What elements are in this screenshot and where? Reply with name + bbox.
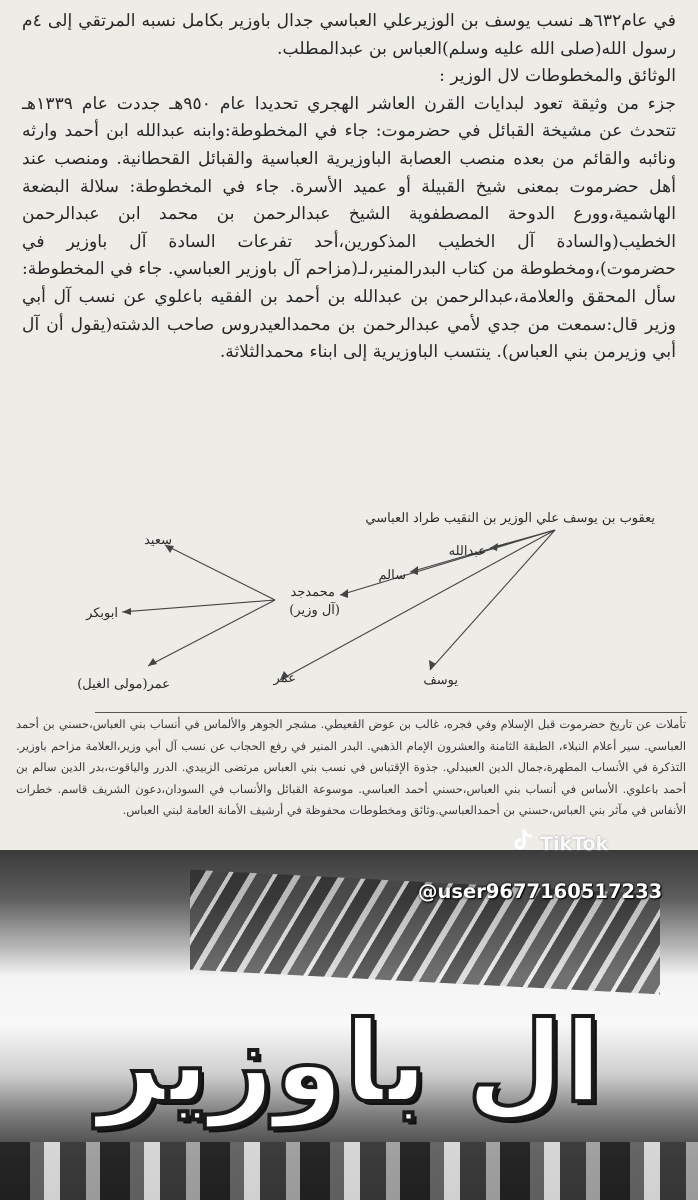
paragraph-2: جزء من وثيقة تعود لبدايات القرن العاشر الهجري تحديدا عام ٩٥٠هـ جددت عام ١٣٣٩هـ تتحدث عن مشيخة القبائل في حضرموت: جاء في المخطوطة:وابنه عبدالله ابن أحمد وارثه ونائبه والقائم من بعده منصب العصابة الباوزيرية العباسية والقبائل القحطانية. ومنصب عند أهل حضرموت بمعنى شيخ القبيلة أو عميد الأسرة. جاء في المخطوطة: سلالة البضعة الهاشمية،وورع الدوحة المصطفوية الشيخ عبدالرحمن بن محمد ابن عبدالرحمن الخطيب(والسادة آل الخطيب المذكورين،أحد تفرعات السادة آل باوزير في حضرموت)،ومخطوطة من كتاب البدرالمنير،لـ(مزاحم آل باوزير العباسي. جاء في المخطوطة: سأل المحقق والعلامة،عبدالرحمن بن عبدالله بن أحمد بن الفقيه باعلوي عن نسب آل أبي وزير قال:سمعت من جدي لأمي عبدالرحمن بن محمدالعيدروس صاحب الدشته(يقول أن آل أبي وزيرمن بني العباس). ينتسب الباوزيرية إلى ابناء محمدالثلاثة. (22, 93, 677, 363)
tree-root-label: يعقوب بن يوسف علي الوزير بن النقيب طراد العباسي (365, 511, 655, 526)
photo-strip-background (0, 1142, 698, 1200)
tree-node-umar-mawla: عمر(مولى الغيل) (77, 677, 170, 692)
tree-node-salem: سالم (378, 568, 406, 583)
tree-node-saeed: سعيد (144, 533, 172, 548)
overlay-title: ال باوزير (97, 998, 603, 1128)
tree-node-muhammad: محمدجد (290, 585, 335, 600)
tree-node-umar: عمر (273, 671, 296, 686)
family-tree-diagram (0, 500, 698, 700)
section-heading: الوثائق والمخطوطات لال الوزير : (439, 66, 676, 87)
tree-node-abdullah: عبدالله (448, 544, 486, 559)
document-body (22, 8, 676, 367)
tree-node-abubakr: ابوبكر (86, 606, 118, 621)
footnote-divider (95, 712, 687, 713)
tree-node-muhammad-sub: (آل وزير) (289, 603, 340, 618)
tiktok-watermark: TikTok (540, 833, 609, 855)
tiktok-icon (510, 828, 536, 854)
user-handle: @user9677160517233 (418, 880, 663, 903)
tree-node-yousef: يوسف (423, 673, 458, 688)
paragraph-1: في عام٦٣٢هـ نسب يوسف بن الوزيرعلي العباسي جدال باوزير بكامل نسبه المرتقي إلى ٤م رسول الله(صلى الله عليه وسلم)العباس بن عبدالمطلب. (22, 11, 676, 59)
footnotes: تأملات عن تاريخ حضرموت قبل الإسلام وفي فجره، غالب بن عوض القعيطي. مشجر الجوهر والألماس في أنساب بني العباس،حسني بن أحمد العباسي. سير أعلام النبلاء، الطبقة الثامنة والعشرون الإمام الذهبي. البدر المنير في رفع الحجاب عن نسب آل أبي وزير،العلامة مزاحم باوزير. التذكرة في الأنساب المطهرة،جمال الدين العبيدلي. جذوة الإقتباس في نسب بني العباس مرتضى الزبيدي. الدرر والياقوت،بدر الدين سالم بن أحمد باعلوي. الأساس في أنساب بني العباس،حسني أحمد العباسي. موسوعة القبائل والأنساب في السودان،دعون الشريف قاسم. خطرات الأنفاس في مآثر بني العباس،حسني بن أحمدالعباسي.وثائق ومخطوطات محفوظة في أرشيف الأمانة العامة لبني العباس. (16, 717, 686, 818)
